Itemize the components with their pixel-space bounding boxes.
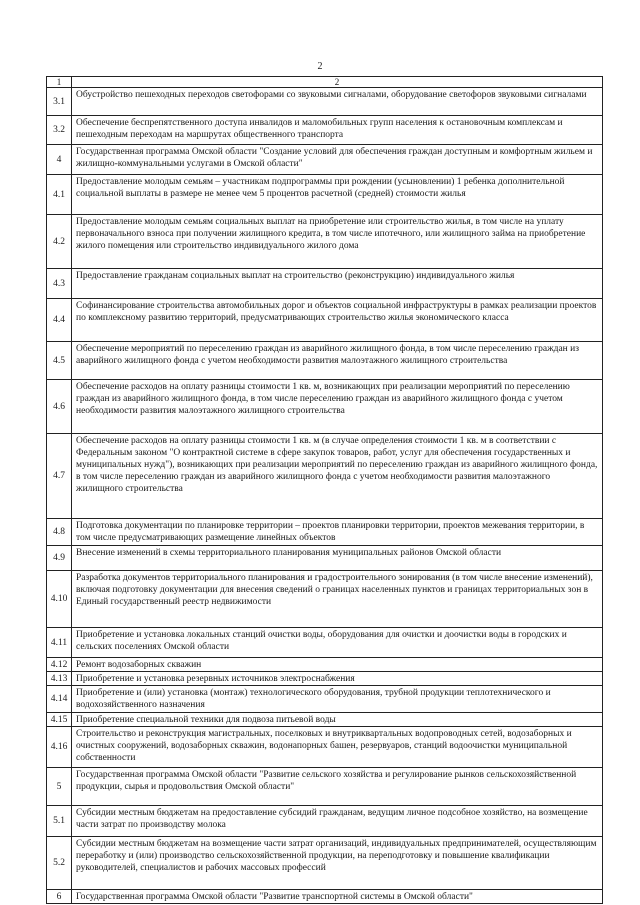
row-text: Предоставление молодым семьям – участникам подпрограммы при рождении (усыновлении) 1 ребенка дополнительной социальной выплаты в размере не менее чем 5 процентов расчетной (средней) стоимости жилья [72,175,603,215]
row-number: 4.11 [47,628,72,658]
row-text: Государственная программа Омской области "Развитие транспортной системы в Омской области" [72,890,603,904]
page-number: 2 [317,61,323,72]
row-number: 3.1 [47,88,72,116]
row-number: 5.1 [47,806,72,837]
row-text: Софинансирование строительства автомобильных дорог и объектов социальной инфраструктуры в рамках реализации проектов по комплексному развитию территорий, предусматривающих строительство жилья экономического класса [72,299,603,342]
table-row [47,215,603,269]
row-number: 4.13 [47,672,72,686]
row-text: Обеспечение расходов на оплату разницы стоимости 1 кв. м, возникающих при реализации мероприятий по переселению граждан из аварийного жилищного фонда, в том числе переселению граждан из аварийного жилищного фонда с учетом необходимости развития малоэтажного жилищного строительства [72,380,603,434]
table-row [47,145,603,175]
table-row [47,519,603,546]
table-row [47,116,603,145]
table-row [47,658,603,672]
program-table [46,76,603,904]
table-header-row [47,77,603,88]
row-text: Приобретение специальной техники для подвоза питьевой воды [72,713,603,727]
row-number: 4.14 [47,686,72,713]
table-row [47,434,603,519]
row-text: Обустройство пешеходных переходов светофорами со звуковыми сигналами, оборудование светофоров звуковыми сигналами [72,88,603,116]
table-row [47,806,603,837]
row-number: 4.12 [47,658,72,672]
row-text: Предоставление молодым семьям социальных выплат на приобретение или строительство жилья, в том числе на уплату первоначального взноса при получении жилищного кредита, в том числе ипотечного, или жилищного займа на приобретение жилого помещения или строительство индивидуального жилого дома [72,215,603,269]
row-number: 4.7 [47,434,72,519]
row-text: Разработка документов территориального планирования и градостроительного зонирования (в том числе внесение изменений), включая подготовку документации для внесения сведений о границах населенных пунктов и границах территориальных зон в Единый государственный реестр недвижимости [72,571,603,628]
row-text: Подготовка документации по планировке территории – проектов планировки территории, проектов межевания территории, в том числе предусматривающих размещение линейных объектов [72,519,603,546]
row-text: Субсидии местным бюджетам на предоставление субсидий гражданам, ведущим личное подсобное хозяйство, на возмещение части затрат по производству молока [72,806,603,837]
row-text: Обеспечение беспрепятственного доступа инвалидов и маломобильных групп населения к остановочным комплексам и пешеходным переходам на маршрутах общественного транспорта [72,116,603,145]
table-row [47,546,603,571]
row-text: Государственная программа Омской области "Развитие сельского хозяйства и регулирование рынков сельскохозяйственной продукции, сырья и продовольствия Омской области" [72,768,603,806]
row-text: Строительство и реконструкция магистральных, поселковых и внутриквартальных водопроводных сетей, водозаборных и очистных сооружений, водозаборных скважин, водонапорных башен, резервуаров, станций водоочистки муниципальной собственности [72,727,603,768]
row-number: 4.1 [47,175,72,215]
row-number: 4.6 [47,380,72,434]
row-number: 3.2 [47,116,72,145]
row-text: Приобретение и установка локальных станций очистки воды, оборудования для очистки и доочистки воды в городских и сельских поселениях Омской области [72,628,603,658]
table-row [47,342,603,380]
table-row [47,672,603,686]
table-row [47,175,603,215]
table-row [47,571,603,628]
table-row [47,713,603,727]
row-text: Обеспечение расходов на оплату разницы стоимости 1 кв. м (в случае определения стоимости 1 кв. м в соответствии с Федеральным законом "О контрактной системе в сфере закупок товаров, работ, услуг для обеспечения государственных и муниципальных нужд"), возникающих при реализации мероприятий по переселению граждан из аварийного жилищного фонда, в том числе переселению граждан из аварийного жилищного фонда с учетом необходимости развития малоэтажного жилищного строительства [72,434,603,519]
table-row [47,628,603,658]
row-number: 4.15 [47,713,72,727]
row-number: 4.2 [47,215,72,269]
row-number: 4.4 [47,299,72,342]
table-row [47,269,603,299]
row-text: Обеспечение мероприятий по переселению граждан из аварийного жилищного фонда, в том числе переселению граждан из аварийного жилищного фонда с учетом необходимости развития малоэтажного жилищного строительства [72,342,603,380]
row-number: 4.5 [47,342,72,380]
row-text: Внесение изменений в схемы территориального планирования муниципальных районов Омской области [72,546,603,571]
row-number: 4.9 [47,546,72,571]
table-row [47,727,603,768]
table-row [47,88,603,116]
row-number: 6 [47,890,72,904]
column-header-name: 2 [72,77,603,88]
row-number: 4 [47,145,72,175]
row-number: 5.2 [47,837,72,890]
row-number: 4.8 [47,519,72,546]
row-text: Приобретение и (или) установка (монтаж) технологического оборудования, трубной продукции теплотехнического и водохозяйственного назначения [72,686,603,713]
table-body [47,77,603,904]
table-row [47,380,603,434]
row-text: Приобретение и установка резервных источников электроснабжения [72,672,603,686]
row-text: Ремонт водозаборных скважин [72,658,603,672]
table-row [47,768,603,806]
row-number: 4.3 [47,269,72,299]
table-row [47,890,603,904]
table-row [47,299,603,342]
row-number: 4.16 [47,727,72,768]
row-text: Предоставление гражданам социальных выплат на строительство (реконструкцию) индивидуального жилья [72,269,603,299]
row-text: Субсидии местным бюджетам на возмещение части затрат организаций, индивидуальных предпринимателей, осуществляющим переработку и (или) производство сельскохозяйственной продукции, на переподготовку и повышение квалификации руководителей, специалистов и рабочих массовых профессий [72,837,603,890]
table-row [47,837,603,890]
row-text: Государственная программа Омской области "Создание условий для обеспечения граждан доступным и комфортным жильем и жилищно-коммунальными услугами в Омской области" [72,145,603,175]
column-header-number: 1 [47,77,72,88]
table-row [47,686,603,713]
row-number: 4.10 [47,571,72,628]
row-number: 5 [47,768,72,806]
